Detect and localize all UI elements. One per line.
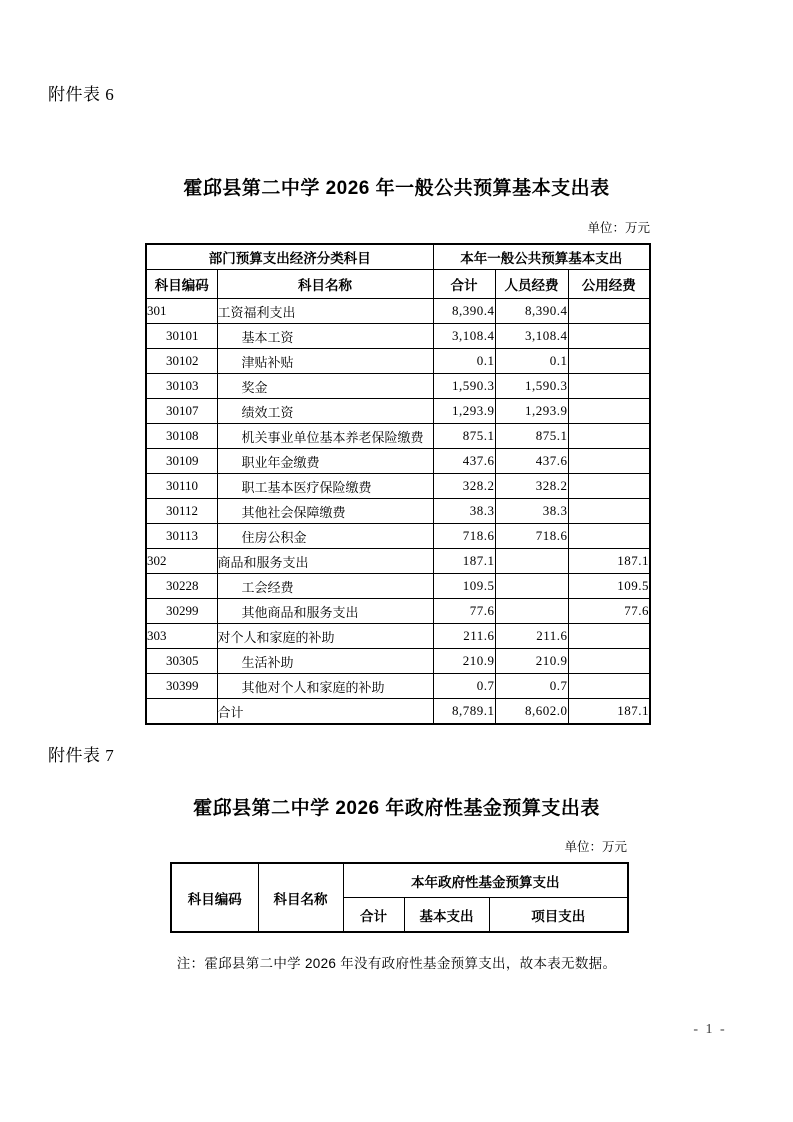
table-row <box>146 524 650 549</box>
cell-personnel: 875.1 <box>495 424 568 449</box>
page-number: - 1 - <box>693 1022 727 1037</box>
header-subject-code: 科目编码 <box>146 270 217 299</box>
table-row <box>146 474 650 499</box>
cell-total: 77.6 <box>433 599 495 624</box>
cell-subject-code: 30107 <box>146 399 217 424</box>
cell-public: 187.1 <box>568 549 650 574</box>
cell-personnel: 210.9 <box>495 649 568 674</box>
header-public: 公用经费 <box>568 270 650 299</box>
header-total: 合计 <box>433 270 495 299</box>
cell-public <box>568 399 650 424</box>
attachment7-title: 霍邱县第二中学 2026 年政府性基金预算支出表 <box>193 798 600 819</box>
attachment7-label: 附件表 7 <box>48 746 115 765</box>
cell-subject-name: 基本工资 <box>217 324 433 349</box>
cell-total: 718.6 <box>433 524 495 549</box>
cell-subject-name: 其他商品和服务支出 <box>217 599 433 624</box>
cell-subject-code: 301 <box>146 299 217 324</box>
cell-subject-name: 职业年金缴费 <box>217 449 433 474</box>
header-basic: 基本支出 <box>404 898 489 933</box>
cell-subject-name: 商品和服务支出 <box>217 549 433 574</box>
table-row <box>146 449 650 474</box>
cell-subject-code: 30103 <box>146 374 217 399</box>
cell-total: 1,590.3 <box>433 374 495 399</box>
cell-subject-name: 机关事业单位基本养老保险缴费 <box>217 424 433 449</box>
table-row <box>146 574 650 599</box>
cell-public: 187.1 <box>568 699 650 725</box>
table-row <box>146 299 650 324</box>
general-budget-table <box>145 243 651 725</box>
cell-subject-name: 津贴补贴 <box>217 349 433 374</box>
cell-subject-name: 合计 <box>217 699 433 725</box>
table-row <box>146 674 650 699</box>
cell-personnel: 1,590.3 <box>495 374 568 399</box>
header-fund-group: 本年政府性基金预算支出 <box>343 863 628 898</box>
cell-public <box>568 649 650 674</box>
cell-personnel: 38.3 <box>495 499 568 524</box>
table-row <box>146 699 650 725</box>
cell-total: 0.7 <box>433 674 495 699</box>
header-personnel: 人员经费 <box>495 270 568 299</box>
budget-table-body <box>146 299 650 725</box>
cell-personnel: 3,108.4 <box>495 324 568 349</box>
cell-subject-code: 30399 <box>146 674 217 699</box>
cell-personnel: 0.1 <box>495 349 568 374</box>
cell-public <box>568 299 650 324</box>
cell-total: 3,108.4 <box>433 324 495 349</box>
cell-subject-name: 奖金 <box>217 374 433 399</box>
cell-subject-code: 30108 <box>146 424 217 449</box>
cell-subject-name: 工资福利支出 <box>217 299 433 324</box>
cell-subject-code: 30102 <box>146 349 217 374</box>
cell-public: 109.5 <box>568 574 650 599</box>
table-header-row <box>146 270 650 299</box>
table-header-group-row <box>146 244 650 270</box>
table-row <box>146 324 650 349</box>
header-subject-code: 科目编码 <box>171 863 258 932</box>
cell-public <box>568 424 650 449</box>
cell-public <box>568 324 650 349</box>
cell-subject-name: 其他社会保障缴费 <box>217 499 433 524</box>
cell-subject-code: 30228 <box>146 574 217 599</box>
cell-public <box>568 624 650 649</box>
attachment6-unit-label: 单位：万元 <box>587 221 650 235</box>
cell-public <box>568 349 650 374</box>
attachment6-title: 霍邱县第二中学 2026 年一般公共预算基本支出表 <box>183 178 610 199</box>
attachment6-label: 附件表 6 <box>48 85 115 104</box>
cell-total: 38.3 <box>433 499 495 524</box>
cell-public <box>568 674 650 699</box>
cell-subject-code <box>146 699 217 725</box>
cell-public: 77.6 <box>568 599 650 624</box>
cell-personnel: 1,293.9 <box>495 399 568 424</box>
cell-total: 875.1 <box>433 424 495 449</box>
cell-subject-code: 30113 <box>146 524 217 549</box>
cell-public <box>568 449 650 474</box>
cell-total: 0.1 <box>433 349 495 374</box>
header-expenditure-group: 本年一般公共预算基本支出 <box>433 244 650 270</box>
table-row <box>146 649 650 674</box>
cell-subject-name: 其他对个人和家庭的补助 <box>217 674 433 699</box>
cell-subject-name: 职工基本医疗保险缴费 <box>217 474 433 499</box>
cell-subject-code: 30299 <box>146 599 217 624</box>
table-row <box>146 549 650 574</box>
cell-total: 210.9 <box>433 649 495 674</box>
cell-subject-name: 对个人和家庭的补助 <box>217 624 433 649</box>
cell-subject-code: 303 <box>146 624 217 649</box>
cell-subject-name: 工会经费 <box>217 574 433 599</box>
cell-total: 187.1 <box>433 549 495 574</box>
cell-personnel <box>495 599 568 624</box>
fund-table-note: 注：霍邱县第二中学 2026 年没有政府性基金预算支出，故本表无数据。 <box>176 956 617 971</box>
attachment7-unit-label: 单位：万元 <box>564 840 627 854</box>
cell-total: 8,390.4 <box>433 299 495 324</box>
cell-subject-code: 30109 <box>146 449 217 474</box>
cell-total: 437.6 <box>433 449 495 474</box>
cell-personnel: 718.6 <box>495 524 568 549</box>
cell-subject-name: 生活补助 <box>217 649 433 674</box>
cell-public <box>568 374 650 399</box>
cell-personnel: 8,602.0 <box>495 699 568 725</box>
header-project: 项目支出 <box>489 898 628 933</box>
cell-subject-name: 住房公积金 <box>217 524 433 549</box>
cell-subject-code: 30112 <box>146 499 217 524</box>
cell-total: 1,293.9 <box>433 399 495 424</box>
header-subject-name: 科目名称 <box>217 270 433 299</box>
table-row <box>146 599 650 624</box>
cell-total: 328.2 <box>433 474 495 499</box>
table-row <box>146 624 650 649</box>
cell-total: 211.6 <box>433 624 495 649</box>
cell-subject-name: 绩效工资 <box>217 399 433 424</box>
cell-public <box>568 474 650 499</box>
cell-subject-code: 302 <box>146 549 217 574</box>
cell-public <box>568 524 650 549</box>
cell-personnel <box>495 574 568 599</box>
table-row <box>146 399 650 424</box>
table-row <box>146 499 650 524</box>
header-subject-name: 科目名称 <box>258 863 343 932</box>
cell-subject-code: 30305 <box>146 649 217 674</box>
cell-personnel: 211.6 <box>495 624 568 649</box>
cell-personnel: 8,390.4 <box>495 299 568 324</box>
fund-budget-table <box>170 862 629 933</box>
cell-personnel: 437.6 <box>495 449 568 474</box>
cell-personnel: 328.2 <box>495 474 568 499</box>
cell-public <box>568 499 650 524</box>
table-row <box>146 424 650 449</box>
header-classification-group: 部门预算支出经济分类科目 <box>146 244 433 270</box>
cell-personnel: 0.7 <box>495 674 568 699</box>
table-header-group-row <box>171 863 628 898</box>
cell-personnel <box>495 549 568 574</box>
cell-total: 109.5 <box>433 574 495 599</box>
table-row <box>146 374 650 399</box>
cell-subject-code: 30110 <box>146 474 217 499</box>
table-row <box>146 349 650 374</box>
cell-subject-code: 30101 <box>146 324 217 349</box>
cell-total: 8,789.1 <box>433 699 495 725</box>
header-total: 合计 <box>343 898 404 933</box>
